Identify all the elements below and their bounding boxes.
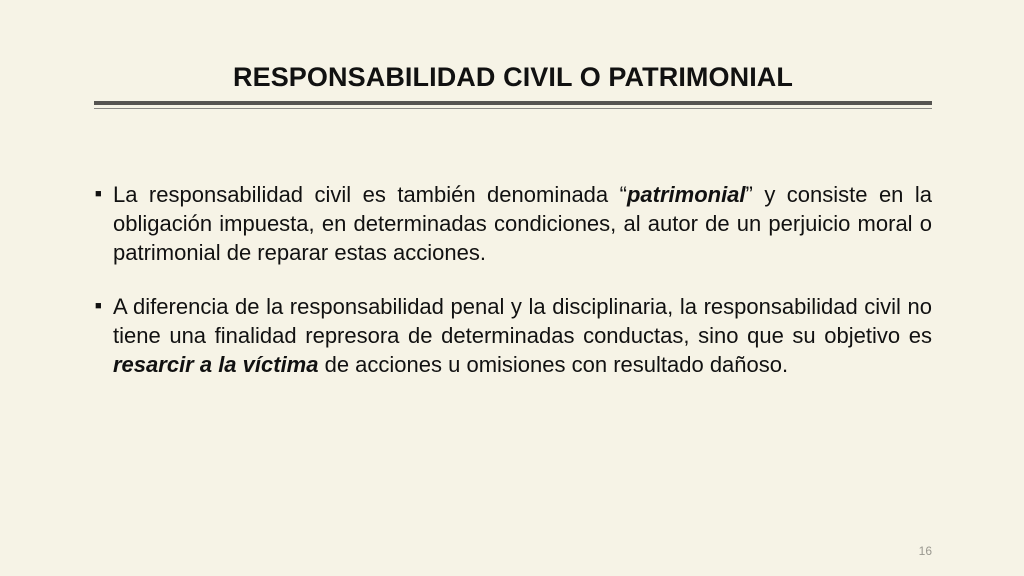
bullet-list	[94, 180, 932, 404]
bullet-1-emphasis: patrimonial	[626, 182, 746, 207]
square-bullet-icon: ■	[95, 188, 102, 200]
bullet-2-text-before: A diferencia de la responsabilidad penal y la disciplinaria, la responsabilidad civil no tiene una finalidad represora de determinadas conductas, sino que su objetivo es	[113, 294, 932, 348]
bullet-item-1	[94, 180, 932, 267]
bullet-2-text-after: de acciones u omisiones con resultado dañoso.	[318, 352, 789, 377]
title-underline-thick	[94, 101, 932, 105]
bullet-1-text-after: ” y consiste en la obligación impuesta, en determinadas condiciones, al autor de un perjuicio moral o patrimonial de reparar estas acciones.	[113, 182, 933, 265]
bullet-1-text-before: La responsabilidad civil es también denominada “	[113, 182, 627, 207]
slide-title: RESPONSABILIDAD CIVIL O PATRIMONIAL	[232, 62, 794, 92]
square-bullet-icon: ■	[95, 300, 102, 312]
page-number: 16	[918, 544, 932, 558]
bullet-2-emphasis: resarcir a la víctima	[113, 352, 319, 377]
title-underline-thin	[94, 108, 932, 109]
bullet-item-2	[94, 292, 932, 379]
